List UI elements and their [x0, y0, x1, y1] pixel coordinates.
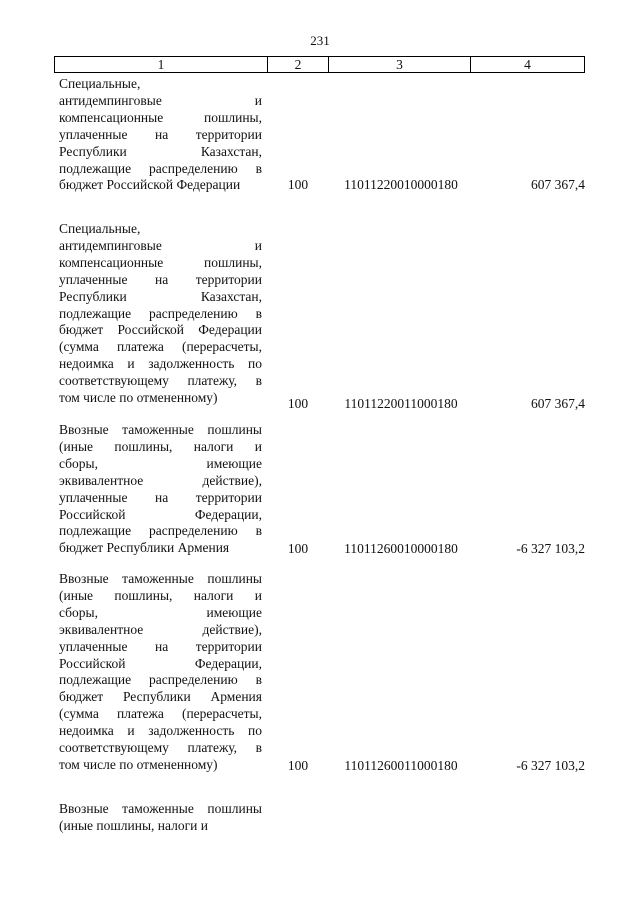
description-line: том числе по отмененному)	[59, 756, 218, 772]
description-line: эквивалентное действие),	[59, 472, 262, 488]
row-amount: 607 367,4	[531, 396, 585, 411]
description-line: (сумма платежа (перерасчеты,	[59, 706, 262, 722]
table-row	[59, 571, 589, 774]
row-code: 100	[287, 541, 309, 556]
description-line: антидемпинговые и	[59, 92, 262, 108]
description-line: антидемпинговые и	[59, 237, 262, 253]
row-description	[59, 422, 262, 557]
row-amount: -6 327 103,2	[516, 541, 585, 556]
description-line: Российской Федерации,	[59, 655, 262, 671]
description-line: уплаченные на территории	[59, 271, 262, 287]
description-line: (иные пошлины, налоги и	[59, 587, 262, 603]
description-line: уплаченные на территории	[59, 126, 262, 142]
row-amount: 607 367,4	[531, 177, 585, 192]
description-line: бюджет Российской Федерации	[59, 322, 262, 338]
description-line: соответствующему платежу, в	[59, 373, 262, 389]
description-line: недоимка и задолженность по	[59, 723, 262, 739]
row-kbk-code: 11011220010000180	[344, 177, 458, 192]
description-line: Российской Федерации,	[59, 506, 262, 522]
description-line: бюджет Российской Федерации	[59, 177, 241, 193]
description-line: соответствующему платежу, в	[59, 740, 262, 756]
description-line: подлежащие распределению в	[59, 523, 262, 539]
row-amount: -6 327 103,2	[516, 758, 585, 773]
description-line: Ввозные таможенные пошлины	[59, 422, 262, 437]
description-line: Специальные,	[59, 76, 141, 91]
row-code: 100	[287, 177, 309, 192]
table-row	[59, 422, 589, 557]
row-description	[59, 801, 262, 835]
description-line: компенсационные пошлины,	[59, 254, 262, 270]
table-row	[59, 221, 589, 411]
description-line: эквивалентное действие),	[59, 621, 262, 637]
description-line: (сумма платежа (перерасчеты,	[59, 339, 262, 355]
description-line: компенсационные пошлины,	[59, 109, 262, 125]
description-line: том числе по отмененному)	[59, 390, 218, 406]
description-line: Специальные,	[59, 221, 141, 236]
table-header-row	[54, 56, 585, 73]
table-row	[59, 801, 589, 835]
description-line: Республики Казахстан,	[59, 143, 262, 159]
description-line: недоимка и задолженность по	[59, 356, 262, 372]
description-line: Ввозные таможенные пошлины	[59, 571, 262, 586]
description-line: Ввозные таможенные пошлины	[59, 801, 262, 816]
row-code: 100	[287, 758, 309, 773]
row-description	[59, 221, 262, 407]
description-line: бюджет Республики Армения	[59, 540, 230, 556]
row-kbk-code: 11011220011000180	[344, 396, 458, 411]
description-line: подлежащие распределению в	[59, 305, 262, 321]
description-line: сборы, имеющие	[59, 455, 262, 471]
row-kbk-code: 11011260011000180	[344, 758, 458, 773]
row-kbk-code: 11011260010000180	[344, 541, 458, 556]
description-line: подлежащие распределению в	[59, 672, 262, 688]
description-line: уплаченные на территории	[59, 489, 262, 505]
description-line: (иные пошлины, налоги и	[59, 438, 262, 454]
description-line: уплаченные на территории	[59, 638, 262, 654]
header-col-3: 3	[329, 57, 471, 72]
description-line: сборы, имеющие	[59, 604, 262, 620]
row-description	[59, 571, 262, 774]
row-code: 100	[287, 396, 309, 411]
description-line: подлежащие распределению в	[59, 160, 262, 176]
row-description	[59, 76, 262, 194]
description-line: Республики Казахстан,	[59, 288, 262, 304]
description-line: бюджет Республики Армения	[59, 689, 262, 705]
header-col-4: 4	[524, 57, 531, 72]
header-col-2: 2	[268, 57, 329, 72]
header-col-1: 1	[55, 57, 268, 72]
description-line: (иные пошлины, налоги и	[59, 817, 208, 833]
page-number: 231	[310, 33, 330, 48]
table-row	[59, 76, 589, 194]
